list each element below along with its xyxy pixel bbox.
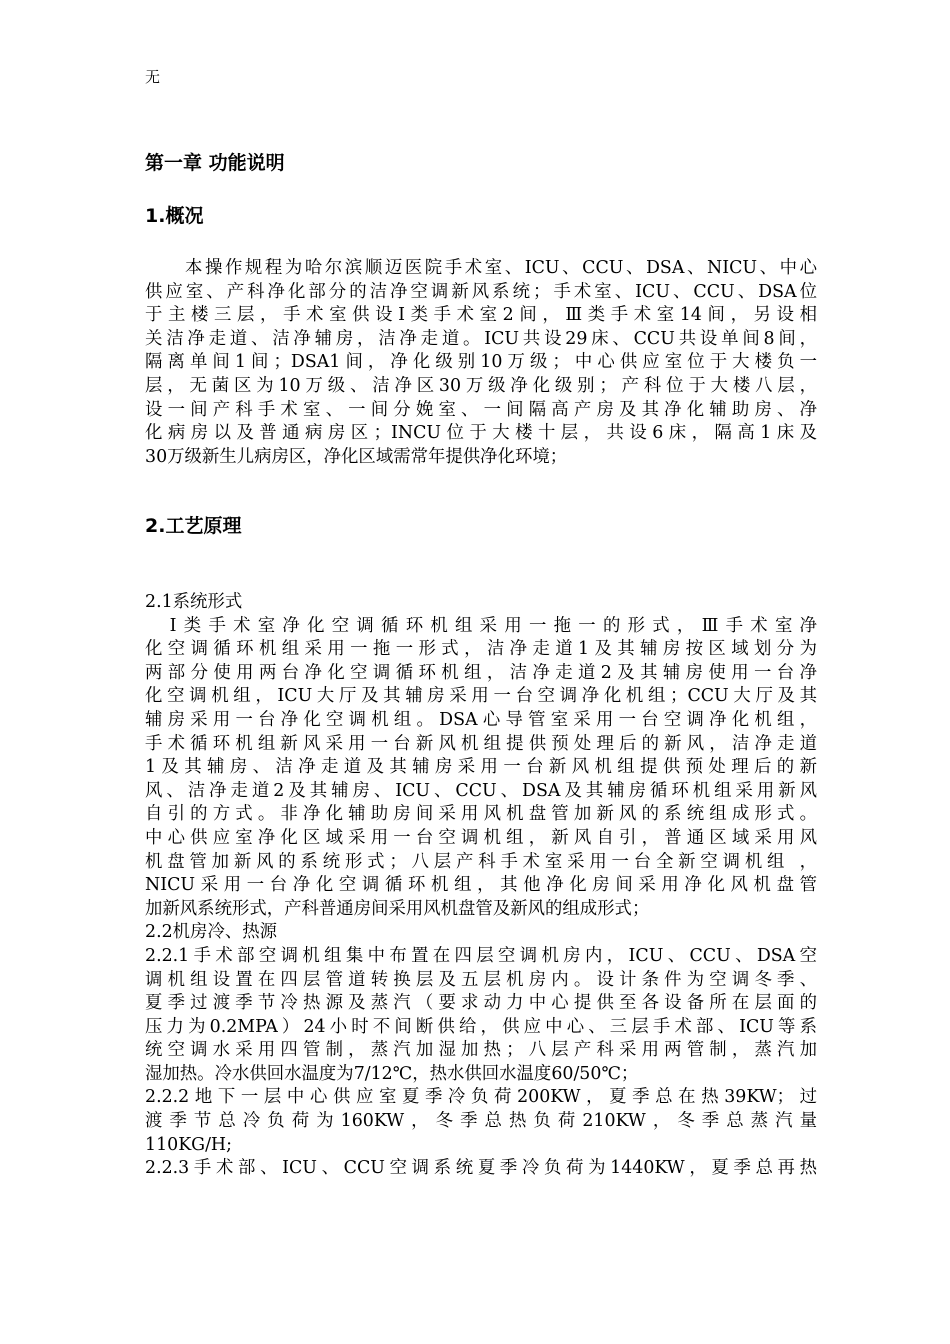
text-line: 化空调机组，ICU大厅及其辅房采用一台空调净化机组；CCU大厅及其: [145, 686, 817, 707]
text-line: 关洁净走道、洁净辅房，洁净走道。ICU共设29床、CCU共设单间8间，: [145, 328, 817, 349]
text-line: 两部分使用两台净化空调循环机组，洁净走道2及其辅房使用一台净: [145, 662, 817, 683]
text-line: 加新风系统形式，产科普通房间采用风机盘管及新风的组成形式；: [145, 898, 650, 919]
text-line: 中心供应室净化区域采用一台空调机组，新风自引，普通区域采用风: [145, 827, 817, 848]
text-line: 2.2机房冷、热源: [145, 922, 278, 943]
text-line: 供应室、产科净化部分的洁净空调新风系统；手术室、ICU、CCU、DSA位: [145, 281, 817, 302]
text-line: 本操作规程为哈尔滨顺迈医院手术室、ICU、CCU、DSA、NICU、中心: [145, 258, 817, 278]
text-line: 调机组设置在四层管道转换层及五层机房内。设计条件为空调冬季、: [145, 969, 817, 990]
text-line: 2.2.2地下一层中心供应室夏季冷负荷200KW，夏季总在热39KW；过: [145, 1087, 817, 1108]
text-line: 30万级新生儿病房区，净化区域需常年提供净化环境；: [145, 446, 568, 467]
text-line: Ⅰ类手术室净化空调循环机组采用一拖一的形式，Ⅲ手术室净: [145, 615, 817, 636]
text-line: 于主楼三层，手术室供设Ⅰ类手术室2间，Ⅲ类手术室14间，另设相: [145, 305, 817, 326]
text-line: 化病房以及普通病房区；INCU位于大楼十层，共设6床，隔高1床及: [145, 423, 817, 444]
text-line: 化空调循环机组采用一拖一形式，洁净走道1及其辅房按区域划分为: [145, 639, 817, 660]
text-line: 夏季过渡季节冷热源及蒸汽（要求动力中心提供至各设备所在层面的: [145, 993, 817, 1014]
section-title-process: 2.工艺原理: [145, 515, 242, 537]
text-line: 层，无菌区为10万级、洁净区30万级净化级别；产科位于大楼八层，: [145, 375, 817, 396]
text-line: 风、洁净走道2及其辅房、ICU、CCU、DSA及其辅房循环机组采用新风: [145, 780, 817, 801]
text-line: 2.2.3手术部、ICU、CCU空调系统夏季冷负荷为1440KW，夏季总再热: [145, 1158, 817, 1179]
text-line: 自引的方式。非净化辅助房间采用风机盘管加新风的系统组成形式。: [145, 804, 817, 825]
text-line: 压力为0.2MPA）24小时不间断供给，供应中心、三层手术部、ICU等系: [145, 1016, 817, 1037]
text-line: 统空调水采用四管制，蒸汽加湿加热；八层产科采用两管制，蒸汽加: [145, 1040, 817, 1061]
text-line: 湿加热。冷水供回水温度为7/12℃，热水供回水温度60/50℃；: [145, 1063, 639, 1084]
text-line: 辅房采用一台净化空调机组。DSA心导管室采用一台空调净化机组，: [145, 709, 817, 730]
section-title-overview: 1.概况: [145, 205, 204, 227]
text-line: 手术循环机组新风采用一台新风机组提供预处理后的新风，洁净走道: [145, 733, 817, 754]
text-line: NICU采用一台净化空调循环机组，其他净化房间采用净化风机盘管: [145, 875, 817, 896]
chapter-title: 第一章 功能说明: [145, 152, 285, 174]
text-line: 2.2.1手术部空调机组集中布置在四层空调机房内，ICU、CCU、DSA空: [145, 945, 817, 966]
process-paragraph: [145, 591, 817, 1181]
text-line: 设一间产科手术室、一间分娩室、一间隔高产房及其净化辅助房、净: [145, 399, 817, 420]
text-line: 110KG/H;: [145, 1134, 232, 1155]
text-line: 渡季节总冷负荷为160KW，冬季总热负荷210KW，冬季总蒸汽量: [145, 1111, 817, 1132]
overview-paragraph: [145, 257, 817, 469]
text-line: 隔离单间1间；DSA1间，净化级别10万级；中心供应室位于大楼负一: [145, 352, 817, 373]
text-line: 机盘管加新风的系统形式；八层产科手术室采用一台全新空调机组 ，: [145, 851, 817, 872]
header-mark: 无: [145, 68, 161, 86]
text-line: 2.1系统形式: [145, 592, 243, 612]
text-line: 1及其辅房、洁净走道及其辅房采用一台新风机组提供预处理后的新: [145, 757, 817, 778]
